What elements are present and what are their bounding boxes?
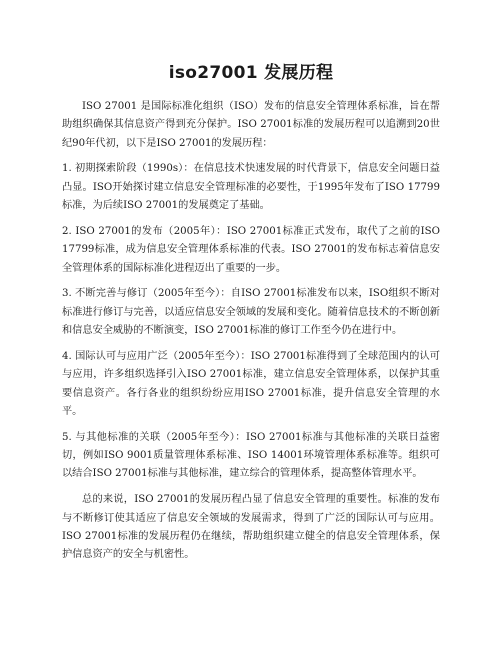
history-item-2: 2. ISO 27001的发布（2005年）：ISO 27001标准正式发布，取代了之前的ISO 17799标准，成为信息安全管理体系标准的代表。ISO 27001的发布标志着信息安全管理体系的国际标准化进程迈出了重要的一步。 bbox=[62, 225, 440, 274]
history-item-5: 5. 与其他标准的关联（2005年至今）：ISO 27001标准与其他标准的关联日益密切，例如ISO 9001质量管理体系标准、ISO 14001环境管理体系标准等。组织可以结合ISO 27001标准与其他标准，建立综合的管理体系，提高整体管理水平。 bbox=[62, 431, 440, 480]
history-item-4: 4. 国际认可与应用广泛（2005年至今）：ISO 27001标准得到了全球范围内的认可与应用，许多组织选择引入ISO 27001标准，建立信息安全管理体系，以保护其重要信息资产。各行各业的组织纷纷应用ISO 27001标准，提升信息安全管理的水平。 bbox=[62, 350, 440, 417]
document-body bbox=[62, 98, 440, 572]
document-title: iso27001 发展历程 bbox=[168, 63, 334, 83]
history-item-1: 1. 初期探索阶段（1990s）：在信息技术快速发展的时代背景下，信息安全问题日益凸显。ISO开始探讨建立信息安全管理标准的必要性，于1995年发布了ISO 17799标准，为后续ISO 27001的发展奠定了基础。 bbox=[62, 163, 440, 212]
history-item-3: 3. 不断完善与修订（2005年至今）：自ISO 27001标准发布以来，ISO组织不断对标准进行修订与完善，以适应信息安全领域的发展和变化。随着信息技术的不断创新和信息安全威胁的不断演变，ISO 27001标准的修订工作至今仍在进行中。 bbox=[62, 288, 440, 337]
conclusion-paragraph: 总的来说，ISO 27001的发展历程凸显了信息安全管理的重要性。标准的发布与不断修订使其适应了信息安全领域的发展需求，得到了广泛的国际认可与应用。ISO 27001标准的发展历程仍在继续，帮助组织建立健全的信息安全管理体系，保护信息资产的安全与机密性。 bbox=[62, 494, 440, 561]
intro-paragraph: ISO 27001 是国际标准化组织（ISO）发布的信息安全管理体系标准，旨在帮助组织确保其信息资产得到充分保护。ISO 27001标准的发展历程可以追溯到20世纪90年代初，以下是ISO 27001的发展历程： bbox=[62, 101, 440, 149]
